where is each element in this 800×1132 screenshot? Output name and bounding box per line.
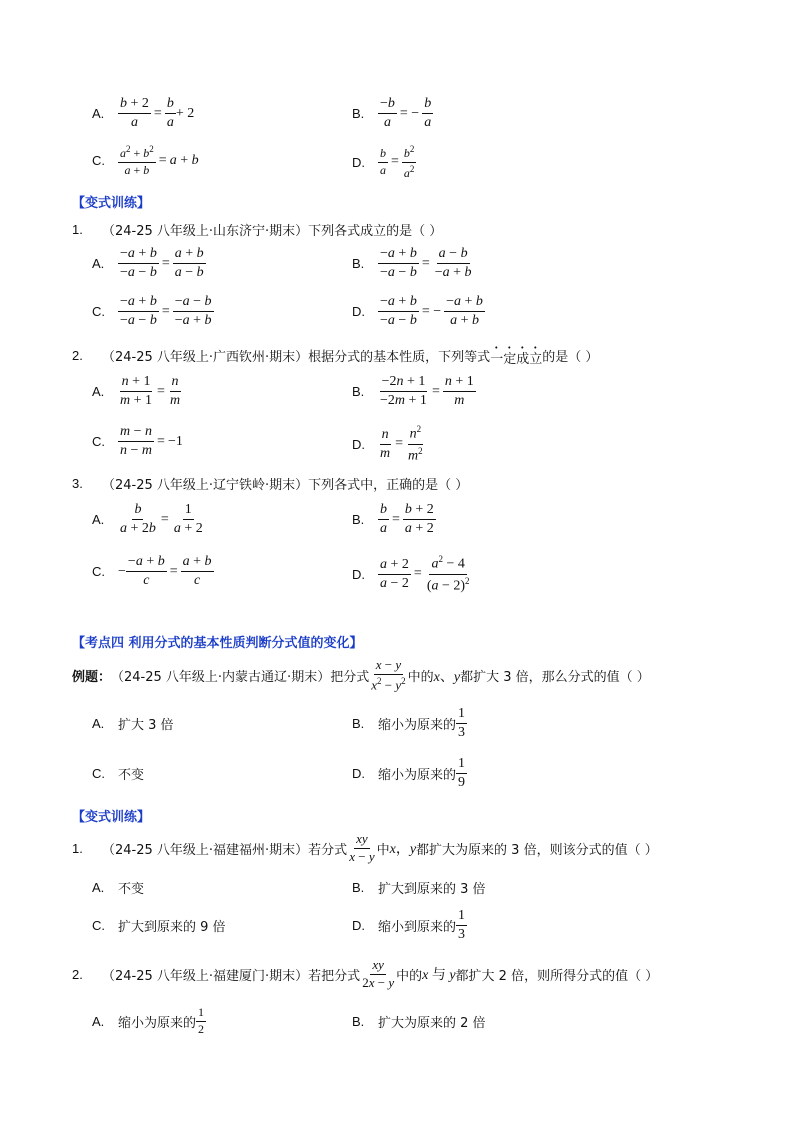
v2q2-option-b: B. 扩大为原来的 2 倍 <box>352 1014 486 1031</box>
option-text: 扩大为原来的 2 倍 <box>378 1016 486 1031</box>
v2q2-option-a: A. 缩小为原来的 $\frac{1}{2}$ <box>92 1005 205 1036</box>
example-option-a: A. 扩大 3 倍 <box>92 716 174 733</box>
question-text: 中的 <box>396 968 423 984</box>
emphasis-text: 一定成立 <box>490 352 543 367</box>
example-option-b: B. 缩小为原来的 $\frac{1}{3}$ <box>352 706 466 741</box>
q2-option-b: B. $\frac{-2n + 1}{-2m + 1}$ = $\frac{n + 1}{m}$ <box>352 374 474 409</box>
variant2-question-1: 1. （24-25 八年级上·福建福州·期末）若分式 $\frac{xy}{x - y}$ 中 x，y 都扩大为原来的 3 倍，则该分式的值（ ） <box>72 831 658 864</box>
option-b: B. $\frac{-b}{a}$ = − $\frac{b}{a}$ <box>352 96 432 131</box>
question-text: （24-25 八年级上·辽宁铁岭·期末）下列各式中，正确的是（ ） <box>102 478 469 493</box>
question-text: 中的 <box>407 670 434 686</box>
question-number: 1. <box>72 840 83 856</box>
question-text: （24-25 八年级上·内蒙古通辽·期末）把分式 <box>111 670 370 686</box>
q1-option-d: D. $\frac{-a + b}{-a - b}$ = − $\frac{-a + b}{a + b}$ <box>352 294 483 329</box>
question-text: （24-25 八年级上·福建福州·期末）若分式 <box>102 842 348 858</box>
question-number: 2. <box>72 348 83 363</box>
option-text: 不变 <box>118 768 145 783</box>
q2-option-c: C. $\frac{m - n}{n - m}$ = −1 <box>92 424 183 459</box>
question-3 <box>72 474 468 493</box>
option-text: 缩小为原来的 <box>118 1015 197 1031</box>
fraction: $\frac{b}{a}$ <box>380 146 386 177</box>
question-1 <box>72 220 442 239</box>
option-label: A. <box>92 106 105 122</box>
fraction: $\frac{b^2}{a^2}$ <box>403 144 415 180</box>
fraction: $\frac{b}{a}$ <box>424 96 432 131</box>
v2q1-option-d: D. 缩小到原来的 $\frac{1}{3}$ <box>352 908 466 943</box>
option-text: 缩小为原来的 <box>378 718 457 734</box>
fraction: $\frac{-b}{a}$ <box>380 96 395 131</box>
section-heading-variant-2: 【变式训练】 <box>72 810 151 825</box>
variant2-question-2: 2. （24-25 八年级上·福建厦门·期末）若把分式 $\frac{xy}{2x - y}$ 中的 x 与 y 都扩大 2 倍，则所得分式的值（ ） <box>72 957 659 990</box>
example-option-d: D. 缩小为原来的 $\frac{1}{9}$ <box>352 756 466 791</box>
example-label: 例题： <box>72 670 112 686</box>
option-d: D. $\frac{b}{a}$ = $\frac{b^2}{a^2}$ <box>352 144 415 180</box>
option-text: 缩小为原来的 <box>378 768 457 784</box>
fraction: $\frac{a^2 + b^2}{a + b}$ <box>120 144 154 177</box>
example-question: 例题： （24-25 八年级上·内蒙古通辽·期末）把分式 $\frac{x - y}{x^2 - y^2}$ 中的 x、y 都扩大 3 倍，那么分式的值（ ） <box>72 657 650 693</box>
question-text: 都扩大为原来的 3 倍，则该分式的值（ ） <box>416 842 658 858</box>
option-a: A. $\frac{b + 2}{a}$ = $\frac{b}{a}$ + 2 <box>92 96 195 131</box>
v2q1-option-a: A. 不变 <box>92 880 145 897</box>
question-number: 1. <box>72 222 83 237</box>
question-text: 都扩大 2 倍，则所得分式的值（ ） <box>455 968 659 984</box>
q2-option-d: D. $\frac{n}{m}$ = $\frac{n^2}{m^2}$ <box>352 424 423 464</box>
option-c: C. $\frac{a^2 + b^2}{a + b}$ = a + b <box>92 144 199 177</box>
q1-option-b: B. $\frac{-a + b}{-a - b}$ = $\frac{a - b}{-a + b}$ <box>352 246 472 281</box>
fraction: $\frac{b + 2}{a}$ <box>120 96 149 131</box>
question-text: 的是（ ） <box>542 350 599 365</box>
v2q1-option-b: B. 扩大到原来的 3 倍 <box>352 880 486 897</box>
question-text: （24-25 八年级上·山东济宁·期末）下列各式成立的是（ ） <box>102 224 443 239</box>
v2q1-option-c: C. 扩大到原来的 9 倍 <box>92 918 226 935</box>
q1-option-c: C. $\frac{-a + b}{-a - b}$ = $\frac{-a - b}{-a + b}$ <box>92 294 212 329</box>
section-heading-variant: 【变式训练】 <box>72 196 151 211</box>
q2-option-a: A. $\frac{n + 1}{m + 1}$ = $\frac{n}{m}$ <box>92 374 181 409</box>
example-option-c: C. 不变 <box>92 766 145 783</box>
question-text: （24-25 八年级上·广西钦州·期末）根据分式的基本性质，下列等式 <box>102 350 491 365</box>
option-label: C. <box>92 153 105 169</box>
question-text: （24-25 八年级上·福建厦门·期末）若把分式 <box>102 968 361 984</box>
q3-option-a: A. $\frac{b}{a + 2b}$ = $\frac{1}{a + 2}$ <box>92 502 203 537</box>
q1-option-a: A. $\frac{-a + b}{-a - b}$ = $\frac{a + b}{a - b}$ <box>92 246 204 281</box>
option-label: B. <box>352 106 365 122</box>
fraction: $\frac{b}{a}$ <box>166 96 174 131</box>
q3-option-c: C. − $\frac{-a + b}{c}$ = $\frac{a + b}{c}$ <box>92 554 212 589</box>
question-number: 2. <box>72 966 83 982</box>
question-text: 中 <box>376 842 390 858</box>
question-text: 都扩大 3 倍，那么分式的值（ ） <box>460 670 650 686</box>
option-label: D. <box>352 154 365 170</box>
question-2 <box>72 344 598 367</box>
q3-option-d: D. $\frac{a + 2}{a - 2}$ = $\frac{a^2 - 4}{(a - 2)^2}$ <box>352 554 470 594</box>
question-number: 3. <box>72 476 83 491</box>
option-text: 不变 <box>118 882 145 897</box>
q3-option-b: B. $\frac{b}{a}$ = $\frac{b + 2}{a + 2}$ <box>352 502 434 537</box>
option-text: 缩小到原来的 <box>378 920 457 936</box>
option-text: 扩大到原来的 9 倍 <box>118 920 226 935</box>
section-heading-kaodian4: 【考点四 利用分式的基本性质判断分式值的变化】 <box>72 636 363 651</box>
option-text: 扩大到原来的 3 倍 <box>378 882 486 897</box>
option-text: 扩大 3 倍 <box>118 718 174 733</box>
